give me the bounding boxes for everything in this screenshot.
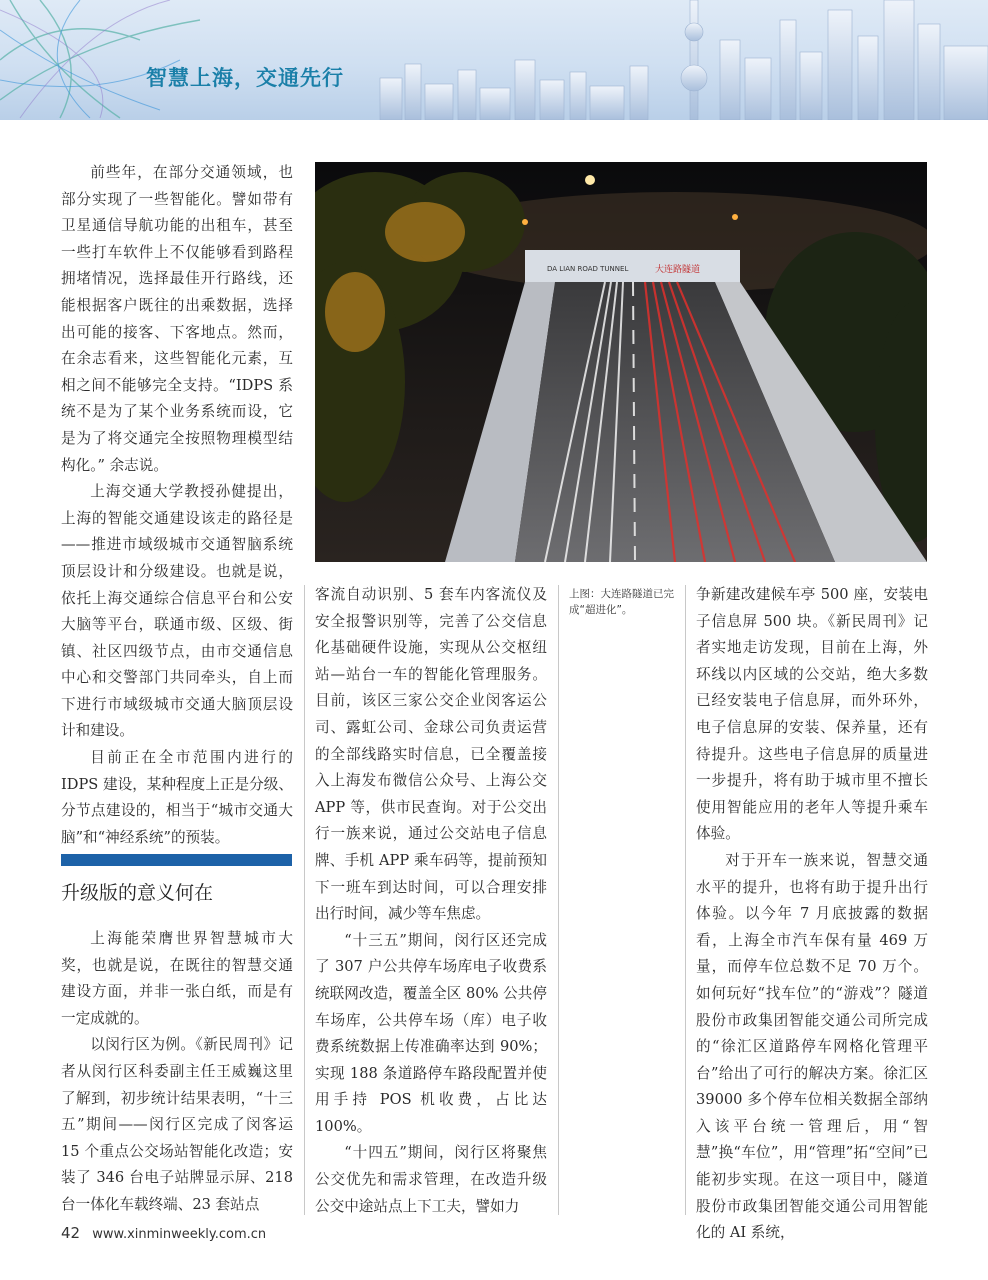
article-column-2 [315,582,547,1220]
column-rule [558,585,559,1215]
paragraph: 目前正在全市范围内进行的 IDPS 建设，某种程度上正是分级、分节点建设的，相当于“城市交通大脑”和“神经系统”的预装。 [61,749,293,846]
article-column-3 [696,582,928,1247]
paragraph: 上海能荣膺世界智慧城市大奖，也就是说，在既往的智慧交通建设方面，并非一张白纸，而是有一定成就的。 [61,930,293,1027]
paragraph: 以闵行区为例。《新民周刊》记者从闵行区科委副主任王威巍这里了解到，初步统计结果表明，“十三五”期间——闵行区完成了闵客运 15 个重点公交场站智能化改造；安装了 346 台电子站牌显示屏、218 台一体化车载终端、23 套站点 [61,1036,293,1213]
paragraph: 上海交通大学教授孙健提出，上海的智能交通建设该走的路径是——推进市域级城市交通智脑系统顶层设计和分级建设。也就是说，依托上海交通综合信息平台和公安大脑等平台，联通市级、区级、街镇、社区四级节点，由市交通信息中心和交警部门共同牵头，自上而下进行市域级城市交通大脑顶层设计和建设。 [61,483,293,740]
article-column-1 [61,160,293,851]
page-footer [61,1224,266,1242]
column-rule [685,585,686,1215]
page-number: 42 [61,1224,81,1242]
tunnel-sign-english: DA LIAN ROAD TUNNEL [547,265,629,273]
header-banner [0,0,988,120]
paragraph: 争新建改建候车亭 500 座，安装电子信息屏 500 块。《新民周刊》记者实地走访发现，目前在上海，外环线以内区域的公交站，绝大多数已经安装电子信息屏，而外环外，电子信息屏的安装、保养量，还有待提升。这些电子信息屏的质量进一步提升，将有助于城市里不擅长使用智能应用的老年人等提升乘车体验。 [696,586,928,843]
section-heading: 升级版的意义何在 [61,882,214,904]
tunnel-photo [315,162,927,562]
website-url: www.xinminweekly.com.cn [92,1227,267,1242]
banner-title: 智慧上海，交通先行 [146,66,344,90]
article-column-1-lower [61,926,293,1219]
paragraph: 客流自动识别、5 套车内客流仪及安全报警识别等，完善了公交信息化基础硬件设施，实现从公交枢纽站—站台一车的智能化管理服务。目前，该区三家公交企业闵客运公司、露虹公司、金球公司负责运营的全部线路实时信息，已全覆盖接入上海发布微信公众号、上海公交 APP 等，供市民查询。对于公交出行一族来说，通过公交站电子信息牌、手机 APP 乘车码等，提前预知下一班车到达时间，可以合理安排出行时间，减少等车焦虑。 [315,586,547,923]
tunnel-sign-chinese: 大连路隧道 [655,265,701,275]
section-bar [61,854,292,866]
paragraph: 前些年，在部分交通领域，也部分实现了一些智能化。譬如带有卫星通信导航功能的出租车，甚至一些打车软件上不仅能够看到路程拥堵情况，选择最佳开行路线，还能根据客户既往的出乘数据，选择出可能的接客、下客地点。然而，在余志看来，这些智能化元素，互相之间不能够完全支持。“IDPS 系统不是为了某个业务系统而设，它是为了将交通完全按照物理模型结构化。” 余志说。 [61,164,293,474]
skyline-graphic [0,0,988,120]
column-rule [304,585,305,1215]
paragraph: 对于开车一族来说，智慧交通水平的提升，也将有助于提升出行体验。以今年 7 月底披露的数据看，上海全市汽车保有量 469 万量，而停车位总数不足 70 万个。如何玩好“找车位”的“游戏”？隧道股份市政集团智能交通公司所完成的“徐汇区道路停车网格化管理平台”给出了可行的解决方案。徐汇区 39000 多个停车位相关数据全部纳入该平台统一管理后，用“智慧”换“车位”，用“管理”拓“空间”已能初步实现。在这一项目中，隧道股份市政集团智能交通公司用智能化的 AI 系统， [696,851,928,1242]
paragraph: “十三五”期间，闵行区还完成了 307 户公共停车场库电子收费系统联网改造，覆盖全区 80% 公共停车场库，公共停车场（库）电子收费系统数据上传准确率达到 90%；实现 188 条道路停车路段配置并使用手持 POS 机收费，占比达 100%。 [315,931,547,1135]
photo-caption: 上图：大连路隧道已完成“超进化”。 [569,588,674,616]
paragraph: “十四五”期间，闵行区将聚焦公交优先和需求管理，在改造升级公交中途站点上下工夫，譬如力 [315,1144,547,1215]
